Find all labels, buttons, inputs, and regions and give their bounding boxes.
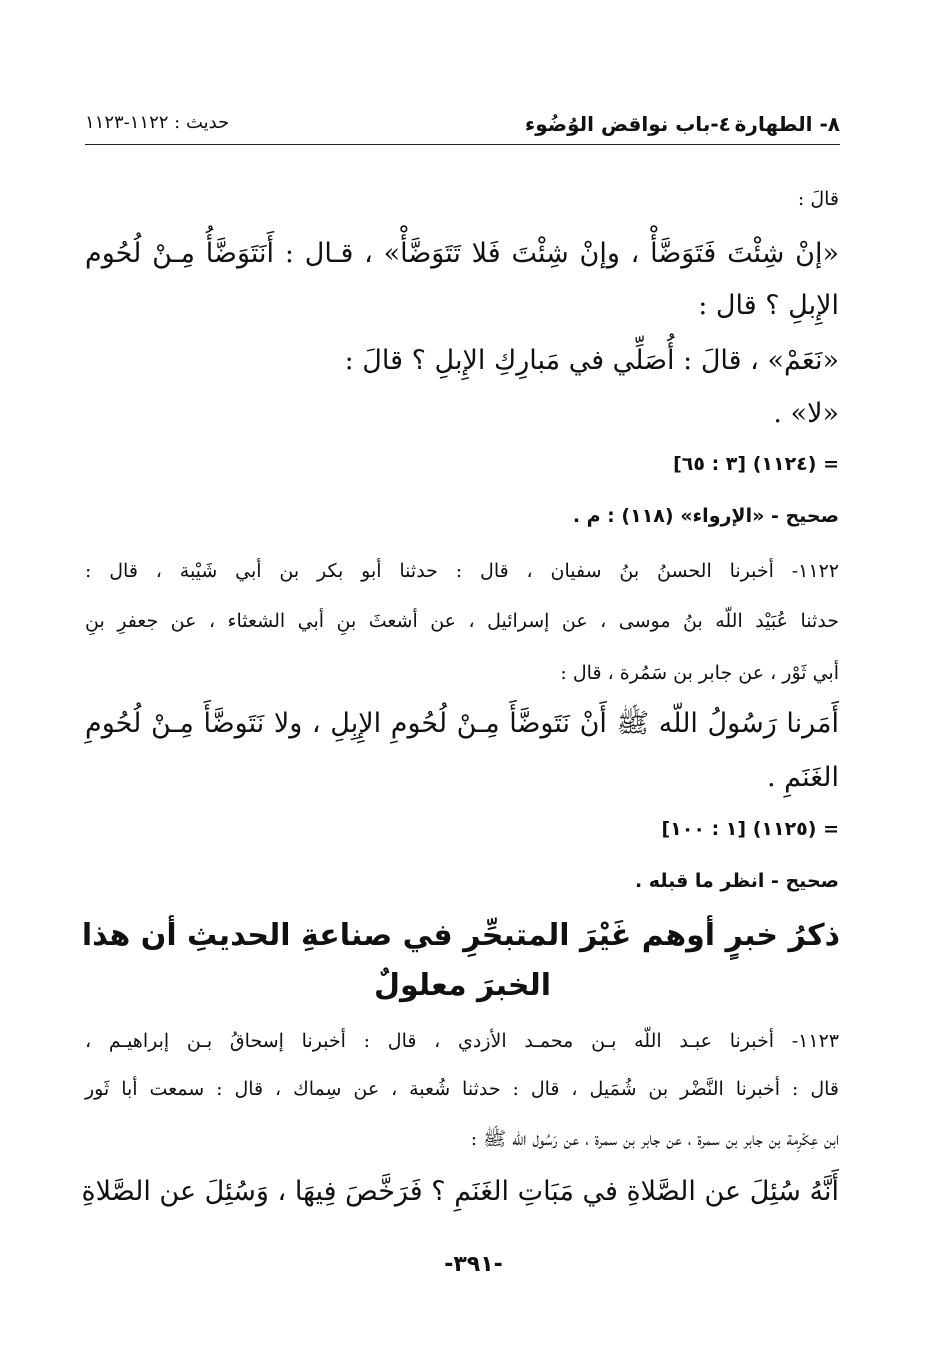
text-line: الغَنَمِ . bbox=[766, 762, 839, 793]
cross-reference: = (١١٢٤) [٣ : ٦٥] bbox=[673, 453, 839, 475]
text-line: ابن عِكْرِمة بن جابر بن سمرة ، عن جابر بن سمرة ، عن رَسُول اللّه ﷺ : bbox=[470, 1128, 839, 1150]
text-line: «إنْ شِئْتَ فَتَوَضَّأْ ، وإنْ شِئْتَ فَلا تَتَوَضَّأْ» ، قـال : أَنَتَوَضَّأُ مِـنْ لُحُوم bbox=[85, 238, 839, 269]
grading-note: صحيح - «الإرواء» (١١٨) : م . bbox=[572, 505, 839, 527]
text-line: أَمَرنا رَسُولُ اللّه ﷺ أَنْ نَتَوضَّأَ مِـنْ لُحُومِ الإِبِلِ ، ولا نَتَوضَّأَ مِـنْ لُحُومِ bbox=[85, 708, 839, 739]
section-title: ٤-باب نواقض الوُضُوء bbox=[525, 112, 731, 136]
grading-note: صحيح - انظر ما قبله . bbox=[634, 870, 839, 892]
text-line: ١١٢٢- أخبرنا الحسنُ بنُ سفيان ، قال : حدثنا أبو بكر بن أبي شَيْبة ، قال : bbox=[85, 560, 839, 582]
page-header bbox=[85, 104, 840, 145]
text-line: «لا» . bbox=[773, 398, 839, 429]
section-heading: الخبرَ معلولٌ bbox=[373, 968, 552, 1003]
page-number: -٣٩١- bbox=[444, 1252, 503, 1277]
cross-reference: = (١١٢٥) [١ : ١٠٠] bbox=[661, 818, 839, 840]
text-line: قال : أخبرنا النَّضْر بن شُمَيل ، قال : حدثنا شُعبة ، عن سِماك ، قال : سمعت أبا ثَور bbox=[85, 1078, 839, 1100]
text-line: الإِبلِ ؟ قال : bbox=[698, 290, 839, 321]
text-line: حدثنا عُبَيْد اللّه بنُ موسى ، عن إسرائيل ، عن أشعثَ بنِ أبي الشعثاء ، عن جعفرِ بنِ bbox=[85, 610, 839, 632]
section-heading: ذكرُ خبرٍ أوهم غَيْرَ المتبحِّرِ في صناعةِ الحديثِ أن هذا bbox=[81, 918, 840, 953]
text-line: ١١٢٣- أخبرنا عبـد اللّه بـن محمـد الأزدي ، قال : أخبرنا إسحاقُ بـن إبراهيـم ، bbox=[85, 1030, 839, 1052]
chapter-title: ٨- الطهارة bbox=[734, 112, 840, 136]
hadith-range: حديث : ١١٢٢-١١٢٣ bbox=[85, 112, 230, 133]
text-line: قالَ : bbox=[797, 188, 839, 210]
text-line: أَنَّهُ سُئِلَ عن الصَّلاةِ في مَبَاتِ الغَنَمِ ؟ فَرَخَّصَ فِيهَا ، وَسُئِلَ عن الصَّلاةِ bbox=[81, 1176, 839, 1207]
text-line: أبي ثَوْر ، عن جابر بن سَمُرة ، قال : bbox=[560, 662, 839, 684]
text-line: «نَعَمْ» ، قالَ : أُصَلِّي في مَبارِكِ الإِبلِ ؟ قالَ : bbox=[344, 345, 839, 376]
